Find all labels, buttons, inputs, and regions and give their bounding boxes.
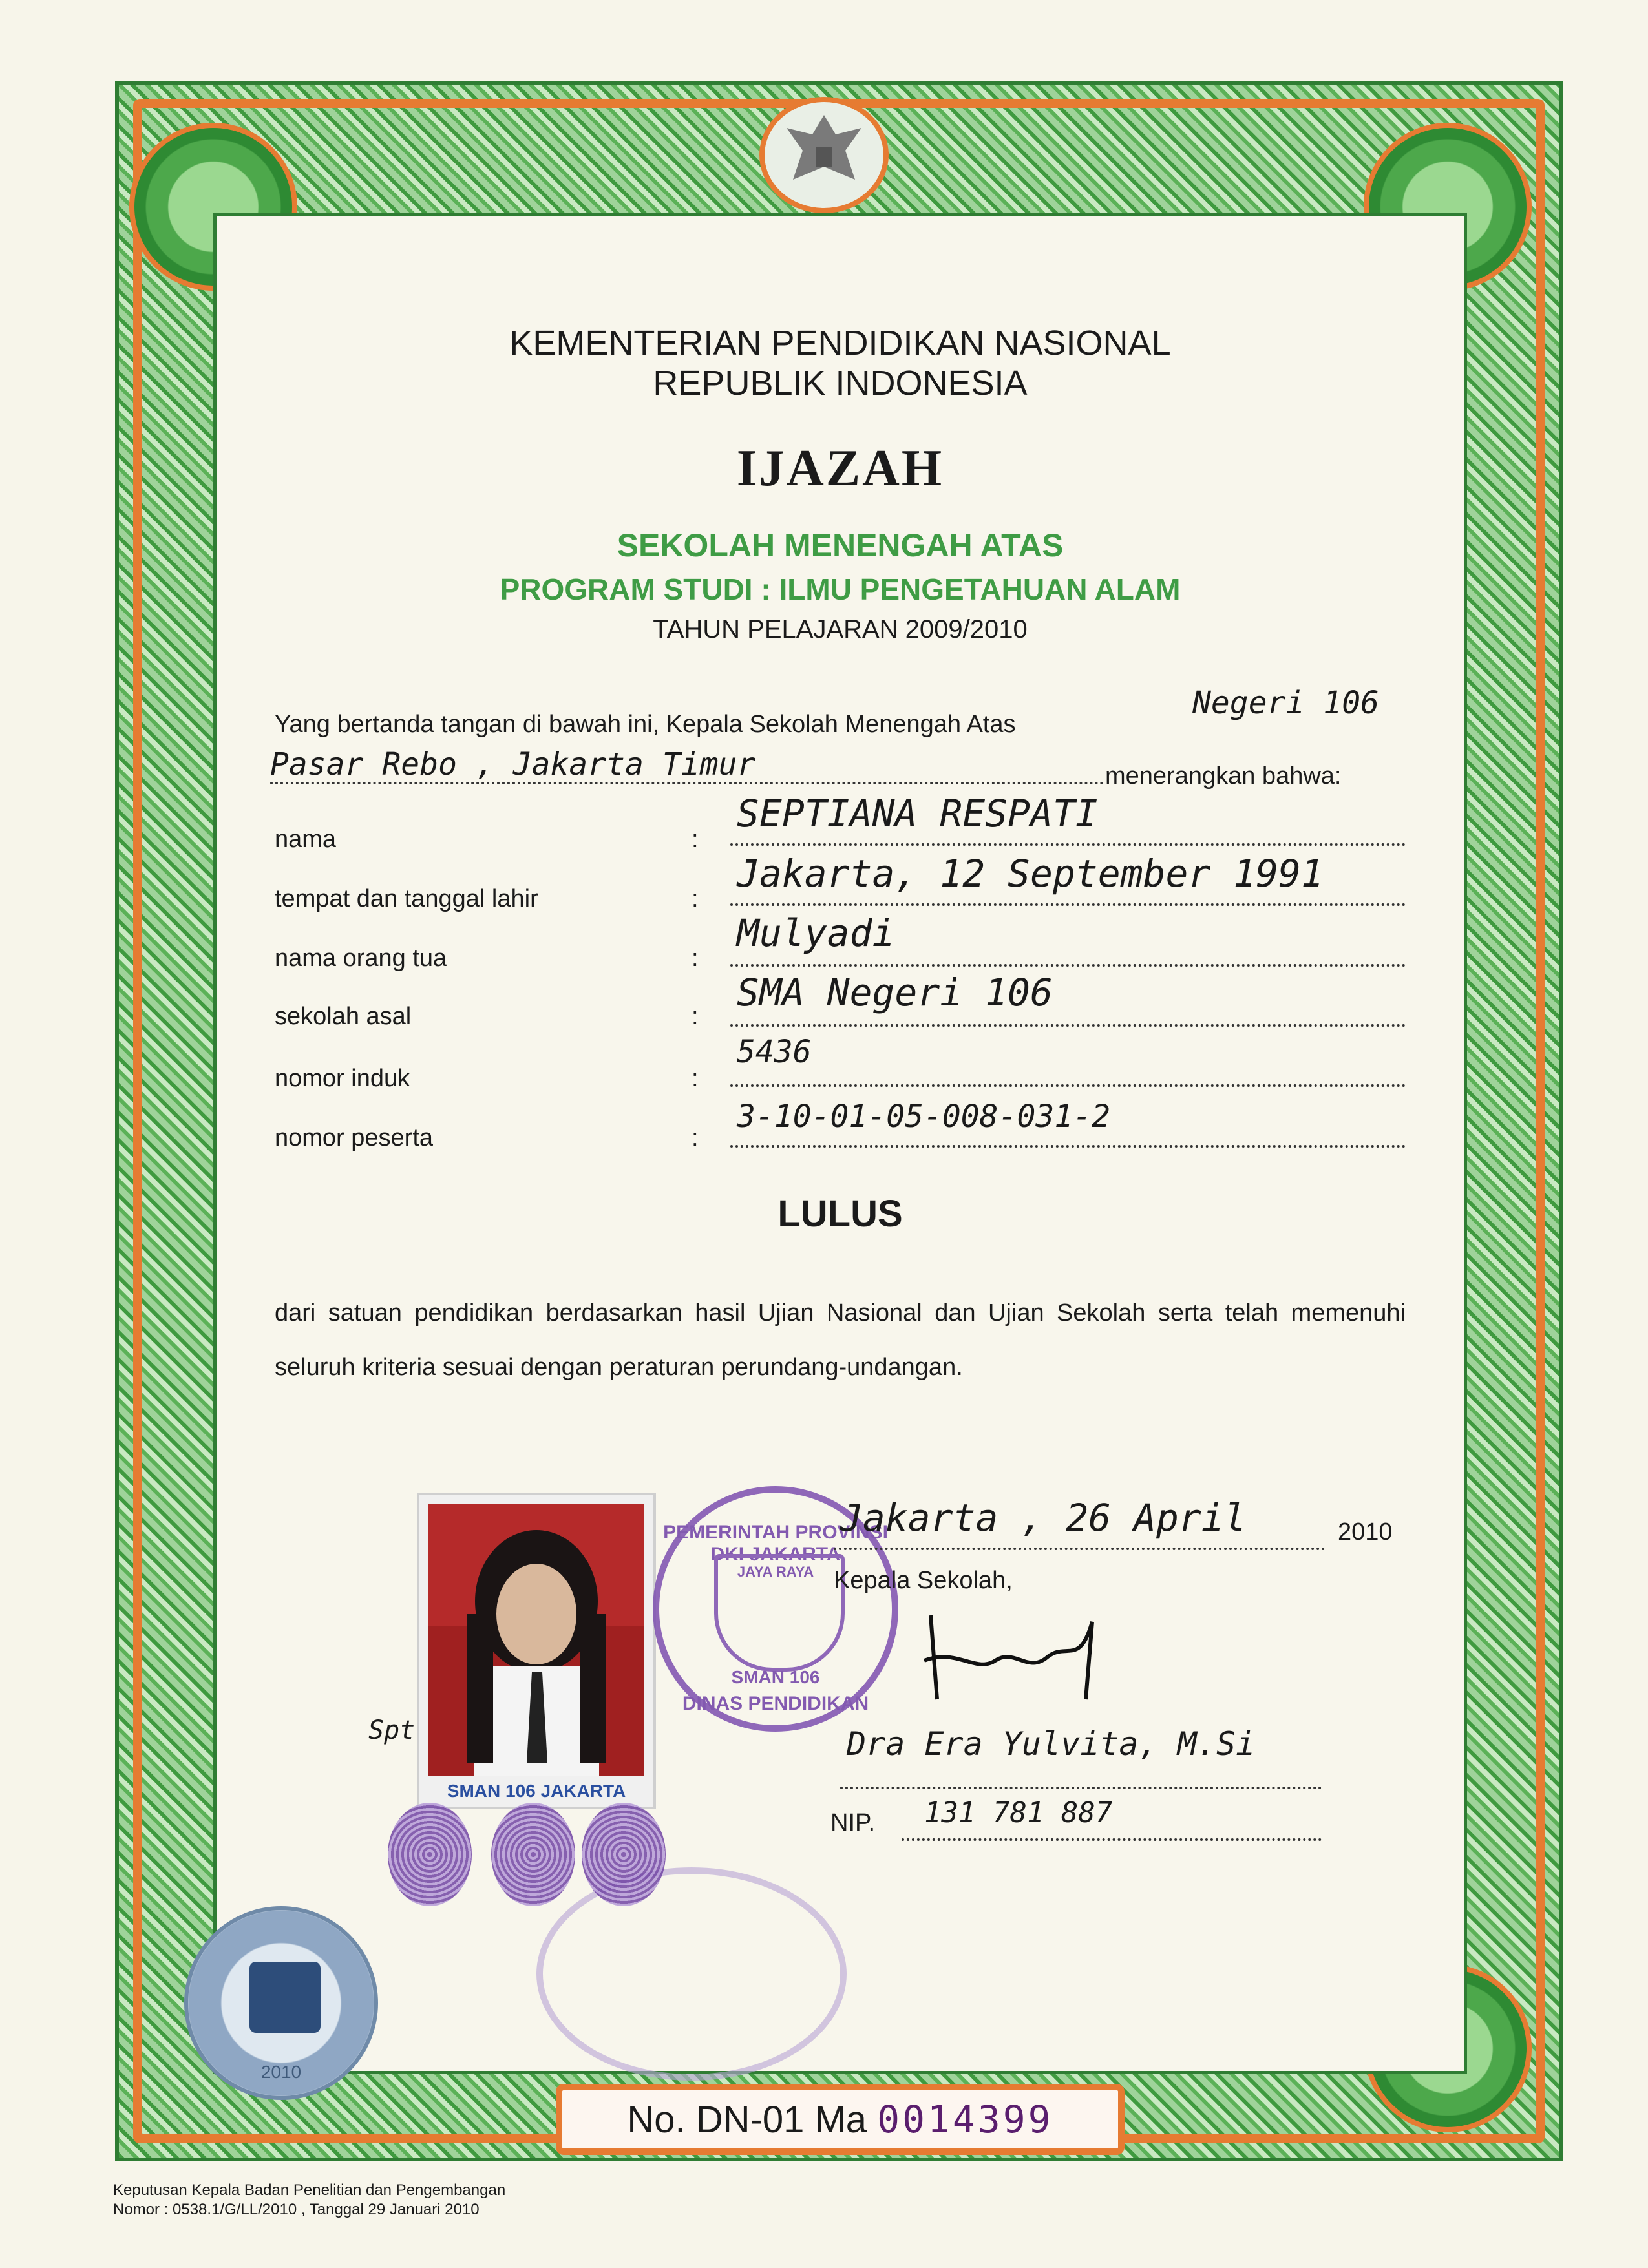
- field-label: tempat dan tanggal lahir: [275, 885, 538, 912]
- field-label: nomor peserta: [275, 1124, 434, 1151]
- colon: :: [692, 1065, 699, 1092]
- field-value: SMA Negeri 106: [737, 971, 1053, 1014]
- student-signature: Spt: [368, 1716, 416, 1745]
- field-label: nomor induk: [275, 1065, 410, 1092]
- issue-date-handwritten: Jakarta , 26 April: [840, 1496, 1247, 1540]
- dotted-line: [730, 1024, 1406, 1027]
- document-title: IJAZAH: [736, 440, 944, 497]
- garuda-emblem-icon: [759, 97, 889, 213]
- field-value: Jakarta, 12 September 1991: [737, 852, 1324, 896]
- stamp-ring-text: PEMERINTAH PROVINSI DKI JAKARTA: [663, 1522, 888, 1565]
- colon: :: [692, 1003, 699, 1030]
- faded-stamp: [536, 1867, 847, 2081]
- nip-handwritten: 131 781 887: [924, 1796, 1113, 1829]
- field-value: 5436: [737, 1034, 812, 1070]
- hologram-seal: [184, 1906, 378, 2100]
- colon: :: [692, 1124, 699, 1151]
- colon: :: [692, 826, 699, 853]
- student-photo: [417, 1493, 656, 1809]
- principal-name-handwritten: Dra Era Yulvita, M.Si: [847, 1725, 1256, 1763]
- dotted-line: [834, 1548, 1325, 1550]
- field-label: sekolah asal: [275, 1003, 412, 1030]
- footnote: Keputusan Kepala Badan Penelitian dan Pengembangan Nomor : 0538.1/G/LL/2010 , Tanggal 29 Januari 2010: [113, 2181, 506, 2218]
- stamp-bottom-text: DINAS PENDIDIKAN: [682, 1693, 869, 1714]
- dotted-line: [730, 843, 1406, 846]
- fingerprint-icon: [388, 1803, 472, 1906]
- field-value: Mulyadi: [737, 911, 895, 955]
- issue-year: 2010: [1338, 1518, 1393, 1546]
- colon: :: [692, 945, 699, 972]
- field-value: SEPTIANA RESPATI: [737, 792, 1098, 835]
- ministry-heading: KEMENTERIAN PENDIDIKAN NASIONAL REPUBLIK INDONESIA: [509, 324, 1171, 403]
- dotted-line: [730, 964, 1406, 967]
- field-label: nama: [275, 826, 337, 853]
- fingerprint-icon: [491, 1803, 575, 1906]
- statement-paragraph: dari satuan pendidikan berdasarkan hasil Ujian Nasional dan Ujian Sekolah serta telah memenuhi seluruh kriteria sesuai dengan peraturan perundang-undangan.: [275, 1299, 1406, 1381]
- stamp-school-text: SMAN 106: [731, 1667, 820, 1687]
- intro-location-handwritten: Pasar Rebo , Jakarta Timur: [270, 746, 756, 782]
- photo-image: [428, 1504, 644, 1776]
- fingerprint-icon: [582, 1803, 666, 1906]
- nip-label: NIP.: [830, 1809, 876, 1836]
- intro-text: Yang bertanda tangan di bawah ini, Kepala Sekolah Menengah Atas: [275, 711, 1016, 738]
- result-label: LULUS: [777, 1193, 903, 1235]
- field-value: 3-10-01-05-008-031-2: [737, 1098, 1110, 1135]
- school-level: SEKOLAH MENENGAH ATAS: [617, 527, 1064, 563]
- serial-number-box: [556, 2084, 1125, 2155]
- colon: :: [692, 885, 699, 912]
- seal-year: 2010: [260, 2062, 302, 2082]
- dotted-line: [902, 1838, 1322, 1841]
- stamp-shield-text: JAYA RAYA: [737, 1564, 814, 1580]
- serial-prefix: No. DN-01 Ma: [627, 2099, 867, 2141]
- photo-caption: SMAN 106 JAKARTA: [447, 1781, 626, 1801]
- study-program: PROGRAM STUDI : ILMU PENGETAHUAN ALAM: [500, 572, 1181, 606]
- dotted-line: [840, 1787, 1322, 1789]
- intro-tail: menerangkan bahwa:: [1105, 762, 1342, 790]
- dotted-line: [730, 903, 1406, 906]
- dotted-line: [730, 1145, 1406, 1148]
- intro-school-handwritten: Negeri 106: [1192, 685, 1379, 721]
- dotted-line: [270, 782, 1104, 784]
- field-label: nama orang tua: [275, 945, 447, 972]
- dotted-line: [730, 1084, 1406, 1087]
- serial-number: 0014399: [877, 2097, 1053, 2141]
- tut-wuri-handayani-icon: [249, 1962, 321, 2033]
- academic-year: TAHUN PELAJARAN 2009/2010: [653, 615, 1028, 644]
- principal-label: Kepala Sekolah,: [834, 1567, 1013, 1594]
- principal-signature-icon: [918, 1602, 1112, 1719]
